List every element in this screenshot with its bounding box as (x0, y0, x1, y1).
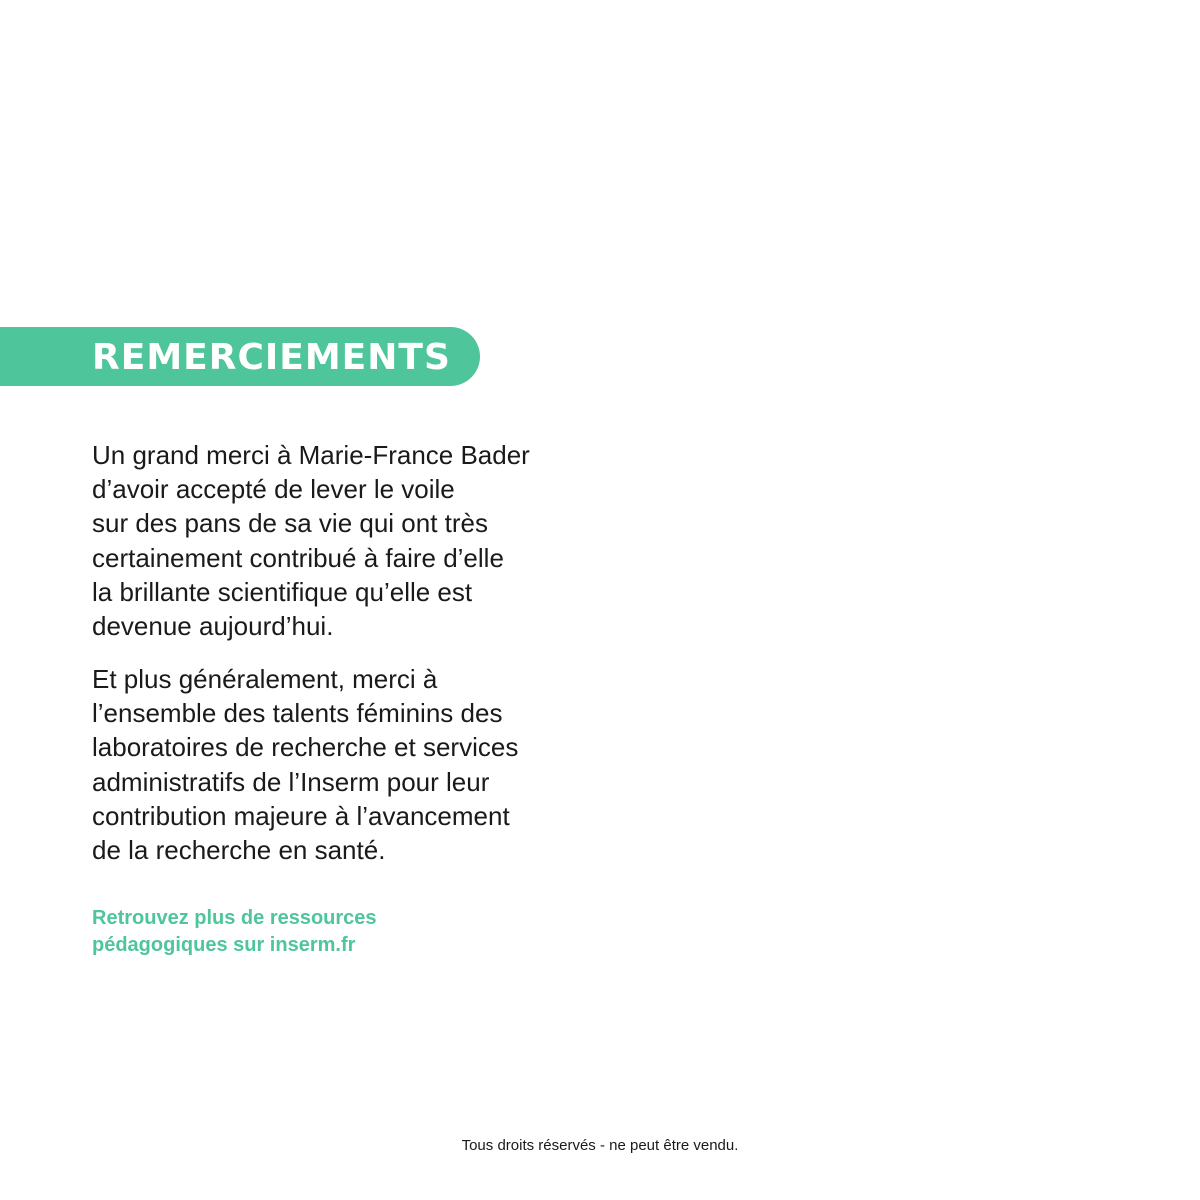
paragraph-line: devenue aujourd’hui. (92, 611, 334, 642)
paragraph-line: l’ensemble des talents féminins des (92, 698, 503, 729)
resources-link-line[interactable]: pédagogiques sur inserm.fr (92, 934, 356, 956)
paragraph-line: Un grand merci à Marie-France Bader (92, 440, 530, 470)
paragraph-line: administratifs de l’Inserm pour leur (92, 766, 490, 797)
paragraph-line: laboratoires de recherche et services (92, 732, 519, 763)
paragraph-line: certainement contribué à faire d’elle (92, 542, 504, 573)
paragraph-line: contribution majeure à l’avancement (92, 800, 510, 831)
paragraph-line: la brillante scientifique qu’elle est (92, 576, 473, 607)
paragraph-line: Et plus généralement, merci à (92, 664, 438, 694)
thanks-paragraph-2 (92, 662, 612, 867)
paragraph-line: sur des pans de sa vie qui ont très (92, 508, 489, 539)
resources-link[interactable] (92, 905, 377, 959)
paragraph-line: d’avoir accepté de lever le voile (92, 474, 455, 505)
paragraph-line: de la recherche en santé. (92, 835, 386, 866)
copyright-note: Tous droits réservés - ne peut être vendu. (461, 1137, 739, 1154)
thanks-paragraph-1 (92, 438, 612, 643)
page-title: REMERCIEMENTS (92, 337, 451, 378)
resources-link-line[interactable]: Retrouvez plus de ressources (92, 907, 377, 929)
